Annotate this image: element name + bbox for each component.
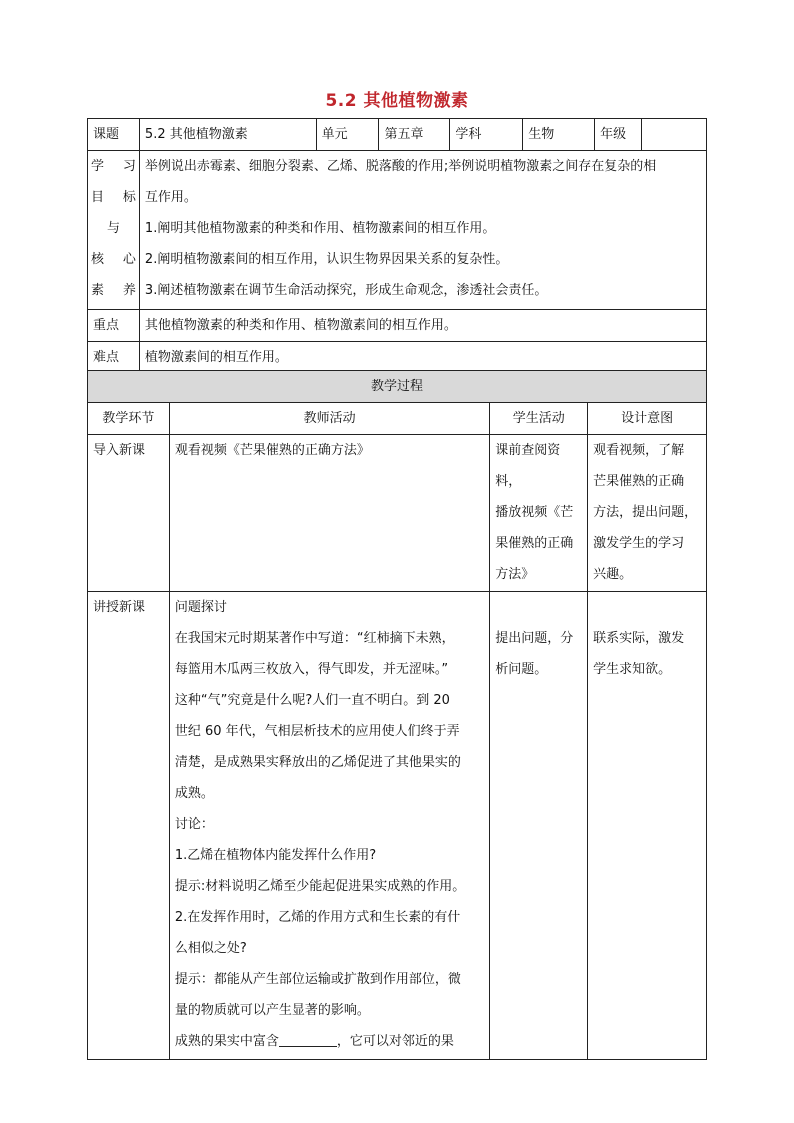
table-row [88, 435, 707, 592]
goal-line: 举例说出赤霉素、细胞分裂素、乙烯、脱落酸的作用;举例说明植物激素之间存在复杂的相 [144, 159, 657, 174]
grade-value [642, 119, 707, 151]
student-cell: 提出问题，分 析问题。 [490, 592, 588, 1060]
course-info-table [87, 118, 707, 374]
stage-cell: 导入新课 [88, 435, 170, 592]
unit-value: 第五章 [379, 119, 450, 151]
process-header: 教学过程 [88, 371, 707, 403]
difficulty-text: 植物激素间的相互作用。 [139, 342, 706, 374]
intent-cell: 联系实际，激发 学生求知欲。 [588, 592, 707, 1060]
table-row [88, 592, 707, 1060]
fill-in-blank[interactable] [279, 1030, 337, 1047]
subject-label: 学科 [450, 119, 523, 151]
course-value: 5.2 其他植物激素 [139, 119, 316, 151]
teacher-cell: 观看视频《芒果催熟的正确方法》 [169, 435, 489, 592]
subject-value: 生物 [523, 119, 595, 151]
goals-label: 学 习 目标 与 核 心 素养 [88, 151, 140, 310]
course-label: 课题 [88, 119, 140, 151]
goal-line: 1.阐明其他植物激素的种类和作用、植物激素间的相互作用。 [144, 221, 496, 236]
teacher-cell: 问题探讨 在我国宋元时期某著作中写道：“红柿摘下未熟， 每篮用木瓜两三枚放入，得气即发，并无涩味。” 这种“气”究竟是什么呢?人们一直不明白。到 20 世纪 60 年代，气相层析技术的应用使人们终于弄 清楚，是成熟果实释放出的乙烯促进了其他果实的 成熟。 讨论： 1.乙烯在植物体内能发挥什么作用? 提示:材料说明乙烯至少能起促进果实成熟的作用。 2.在发挥作用时，乙烯的作用方式和生长素的有什 么相似之处? 提示：都能从产生部位运输或扩散到作用部位，微 量的物质就可以产生显著的影响。 成熟的果实中富含 ，它可以对邻近的果 [169, 592, 489, 1060]
stage-cell: 讲授新课 [88, 592, 170, 1060]
goal-line: 3.阐述植物激素在调节生命活动探究，形成生命观念，渗透社会责任。 [144, 283, 548, 298]
column-header: 学生活动 [490, 403, 588, 435]
column-header: 教师活动 [169, 403, 489, 435]
key-point-label: 重点 [88, 310, 140, 342]
column-header: 设计意图 [588, 403, 707, 435]
grade-label: 年级 [595, 119, 642, 151]
difficulty-label: 难点 [88, 342, 140, 374]
goal-line: 2.阐明植物激素间的相互作用，认识生物界因果关系的复杂性。 [144, 252, 509, 267]
goals-content [139, 151, 706, 310]
teaching-process-table [87, 370, 707, 1060]
intent-cell: 观看视频，了解 芒果催熟的正确 方法，提出问题， 激发学生的学习 兴趣。 [588, 435, 707, 592]
goal-line: 互作用。 [144, 190, 197, 205]
student-cell: 课前查阅资料， 播放视频《芒 果催熟的正确 方法》 [490, 435, 588, 592]
key-point-text: 其他植物激素的种类和作用、植物激素间的相互作用。 [139, 310, 706, 342]
column-header: 教学环节 [88, 403, 170, 435]
unit-label: 单元 [316, 119, 379, 151]
page-title: 5.2 其他植物激素 [325, 91, 469, 111]
